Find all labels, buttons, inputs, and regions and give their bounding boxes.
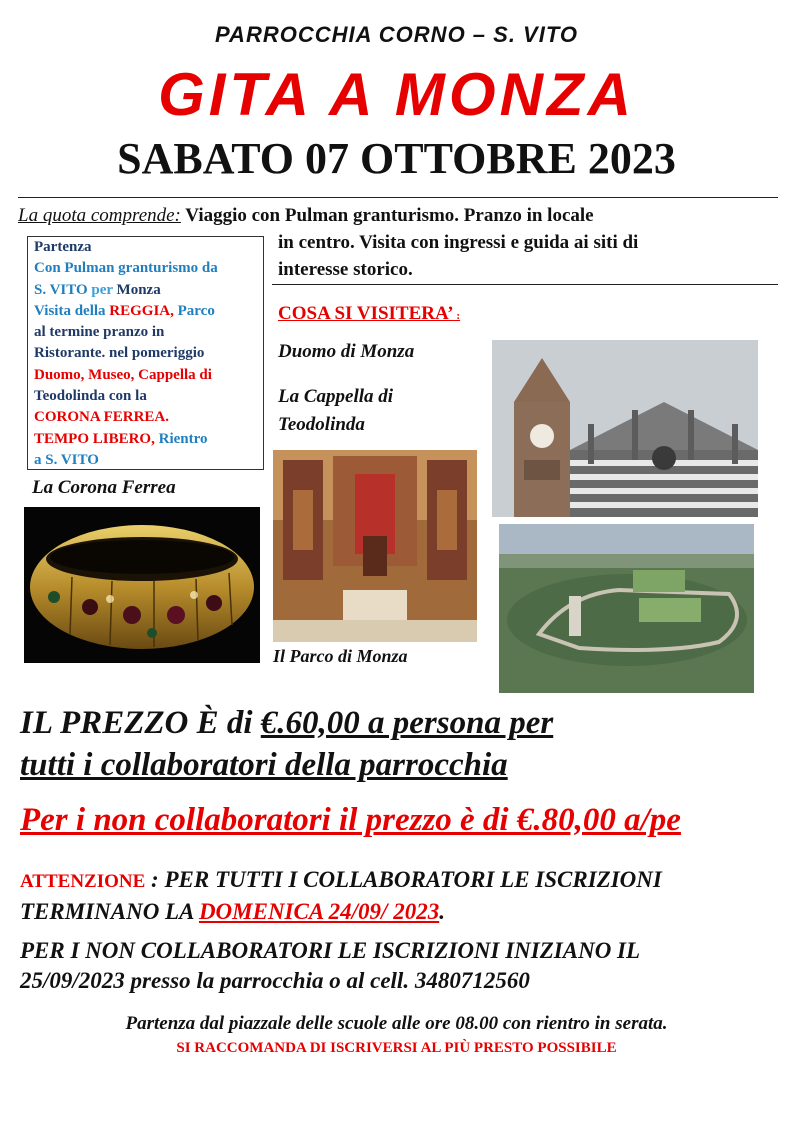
cappella-photo bbox=[273, 450, 477, 642]
quota-line-1: Viaggio con Pulman granturismo. Pranzo in locale bbox=[180, 205, 594, 226]
page-title: GITA A MONZA bbox=[158, 61, 635, 128]
quota-label: La quota comprende: bbox=[18, 205, 181, 226]
price-collaborators bbox=[20, 702, 553, 786]
itinerary-text: Visita della bbox=[34, 302, 110, 319]
non-collaborators-notice bbox=[20, 936, 780, 996]
attention-deadline: DOMENICA 24/09/ 2023 bbox=[198, 899, 440, 924]
divider bbox=[272, 284, 778, 285]
cathedral-icon bbox=[492, 340, 758, 517]
quota-line-2: in centro. Visita con ingressi e guida ai siti di bbox=[278, 232, 639, 253]
caption-duomo: Duomo di Monza bbox=[278, 341, 415, 362]
price-non-collaborators: Per i non collaboratori il prezzo è di €.80,00 a/pe bbox=[20, 802, 681, 838]
itinerary-text: Rientro bbox=[154, 430, 208, 447]
price-value: €.60,00 a persona per bbox=[260, 705, 554, 741]
non-collaborators-line-1: PER I NON COLLABORATORI LE ISCRIZIONI INIZIANO IL bbox=[20, 938, 641, 963]
caption-cappella-2: Teodolinda bbox=[278, 414, 365, 435]
duomo-photo bbox=[492, 340, 758, 517]
event-date: SABATO 07 OTTOBRE 2023 bbox=[117, 134, 676, 183]
departure-note: Partenza dal piazzale delle scuole alle ore 08.00 con rientro in serata. bbox=[125, 1013, 668, 1034]
attention-period: . bbox=[439, 899, 445, 924]
visit-heading bbox=[278, 303, 460, 325]
visit-heading-suffix: : bbox=[453, 310, 461, 322]
caption-corona: La Corona Ferrea bbox=[32, 477, 176, 498]
itinerary-box bbox=[27, 236, 264, 470]
itinerary-text: per bbox=[91, 281, 117, 298]
attention-text: PER TUTTI I COLLABORATORI LE ISCRIZIONI TERMINANO LA bbox=[20, 867, 662, 924]
itinerary-text: TEMPO LIBERO, bbox=[34, 430, 155, 447]
itinerary-text: Parco bbox=[173, 302, 215, 319]
itinerary-line bbox=[34, 301, 263, 322]
caption-cappella-1: La Cappella di bbox=[278, 386, 394, 407]
itinerary-line: a S. VITO bbox=[34, 451, 99, 468]
parco-photo bbox=[499, 524, 754, 693]
itinerary-line bbox=[34, 280, 263, 301]
quota-line-3: interesse storico. bbox=[278, 259, 413, 280]
attention-notice bbox=[20, 865, 780, 927]
corona-ferrea-photo bbox=[24, 507, 260, 663]
caption-parco: Il Parco di Monza bbox=[273, 646, 408, 666]
itinerary-line: CORONA FERREA. bbox=[34, 409, 170, 426]
non-collaborators-line-2: 25/09/2023 presso la parrocchia o al cell. 3480712560 bbox=[20, 968, 530, 993]
itinerary-line: Ristorante. nel pomeriggio bbox=[34, 345, 205, 362]
crown-icon bbox=[24, 507, 260, 663]
price-label: IL PREZZO È di bbox=[20, 705, 261, 741]
park-icon bbox=[499, 524, 754, 693]
itinerary-line bbox=[34, 429, 263, 450]
itinerary-line: al termine pranzo in bbox=[34, 324, 165, 341]
price-line-1 bbox=[20, 702, 553, 744]
itinerary-line: Con Pulman granturismo da bbox=[34, 260, 218, 277]
divider bbox=[18, 197, 778, 198]
price-line-2: tutti i collaboratori della parrocchia bbox=[20, 747, 508, 783]
itinerary-text: S. VITO bbox=[34, 281, 92, 298]
recommendation-note: SI RACCOMANDA DI ISCRIVERSI AL PIÙ PRESTO POSSIBILE bbox=[176, 1040, 617, 1056]
itinerary-line: Teodolinda con la bbox=[34, 388, 147, 405]
attention-separator: : bbox=[145, 867, 165, 892]
itinerary-text: Monza bbox=[116, 281, 161, 298]
chapel-icon bbox=[273, 450, 477, 642]
attention-label: ATTENZIONE bbox=[20, 871, 146, 892]
itinerary-text: REGGIA, bbox=[109, 302, 174, 319]
parish-name: PARROCCHIA CORNO – S. VITO bbox=[215, 22, 578, 47]
itinerary-line: Partenza bbox=[34, 239, 92, 255]
visit-heading-text: COSA SI VISITERA’ bbox=[278, 303, 454, 324]
itinerary-line: Duomo, Museo, Cappella di bbox=[34, 366, 212, 383]
